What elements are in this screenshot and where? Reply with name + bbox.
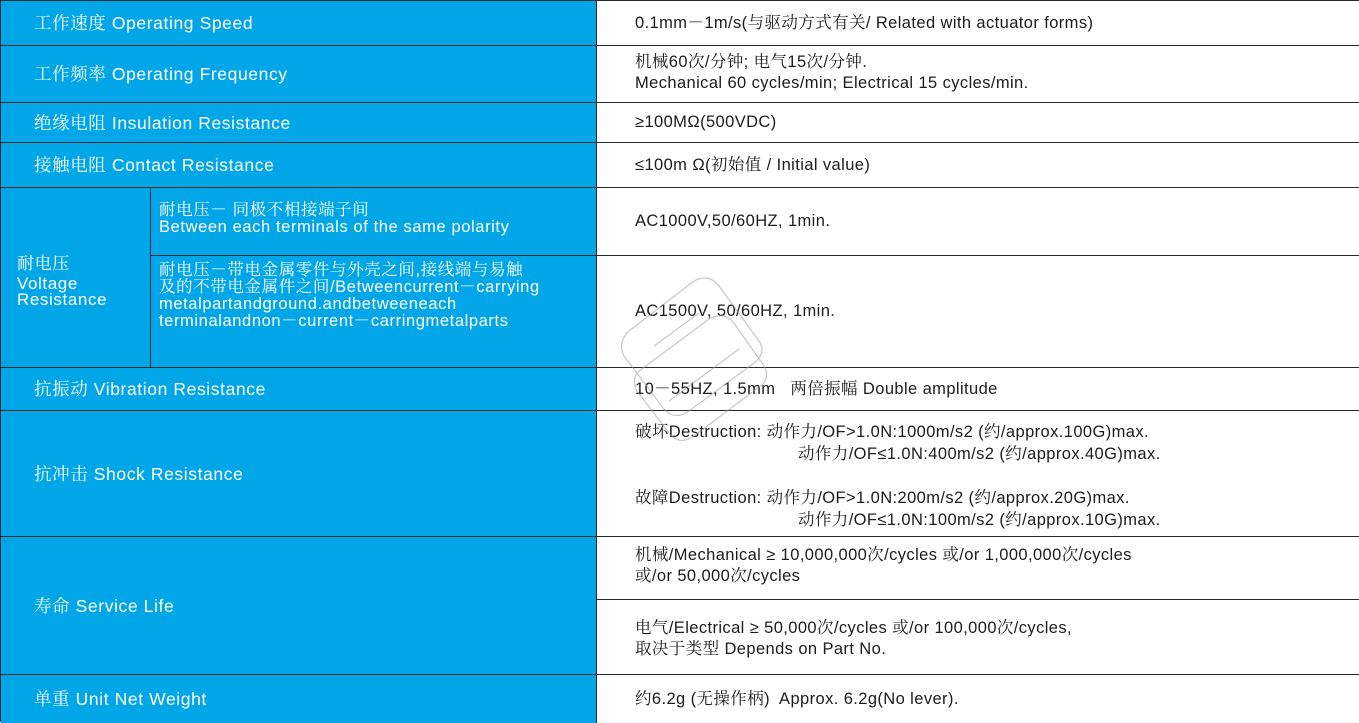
- value-operating-speed: 0.1mm－1m/s(与驱动方式有关/ Related with actuator forms): [597, 1, 1359, 46]
- label-operating-frequency: 工作频率 Operating Frequency: [1, 46, 597, 103]
- voltage-label-cn: 耐电压: [17, 254, 70, 273]
- shock-malfunction-line2: 动作力/OF≤1.0N:100m/s2 (约/approx.10G)max.: [798, 511, 1161, 529]
- voltage-sub2-line2: 及的不带电金属件之间/Betweencurrent－carrying: [159, 278, 540, 296]
- value-voltage-current-carrying: AC1500V, 50/60HZ, 1min.: [597, 256, 1359, 368]
- life-electrical-line2: 取决于类型 Depends on Part No.: [635, 640, 887, 658]
- label-service-life: 寿命 Service Life: [1, 537, 597, 675]
- value-insulation-resistance: ≥100MΩ(500VDC): [597, 103, 1359, 143]
- label-shock-resistance: 抗冲击 Shock Resistance: [1, 411, 597, 537]
- life-electrical-line1: 电气/Electrical ≥ 50,000次/cycles 或/or 100,000次/cycles,: [635, 619, 1073, 637]
- label-insulation-resistance: 绝缘电阻 Insulation Resistance: [1, 103, 597, 143]
- label-voltage-resistance: [1, 188, 151, 368]
- voltage-sub1-label-cn: 耐电压－ 同极不相接端子间: [159, 201, 370, 219]
- life-mechanical-line2: 或/or 50,000次/cycles: [635, 567, 801, 585]
- label-unit-net-weight: 单重 Unit Net Weight: [1, 675, 597, 723]
- label-voltage-current-carrying: [151, 256, 597, 368]
- label-vibration-resistance: 抗振动 Vibration Resistance: [1, 368, 597, 411]
- value-service-life-mechanical: [597, 537, 1359, 600]
- shock-destruction-line2: 动作力/OF≤1.0N:400m/s2 (约/approx.40G)max.: [798, 445, 1161, 463]
- frequency-line-cn: 机械60次/分钟; 电气15次/分钟.: [635, 53, 868, 71]
- value-voltage-same-polarity: AC1000V,50/60HZ, 1min.: [597, 188, 1359, 256]
- voltage-sub2-line1: 耐电压－带电金属零件与外壳之间,接线端与易触: [159, 261, 524, 279]
- label-contact-resistance: 接触电阻 Contact Resistance: [1, 143, 597, 188]
- value-shock-resistance: [597, 411, 1359, 537]
- frequency-line-en: Mechanical 60 cycles/min; Electrical 15 cycles/min.: [635, 74, 1029, 92]
- voltage-sub2-line3: metalpartandground.andbetweeneach: [159, 295, 457, 313]
- label-voltage-same-polarity: [151, 188, 597, 256]
- voltage-label-en2: Resistance: [17, 290, 108, 309]
- voltage-sub1-label-en: Between each terminals of the same polarity: [159, 218, 510, 236]
- label-operating-speed: 工作速度 Operating Speed: [1, 1, 597, 46]
- life-mechanical-line1: 机械/Mechanical ≥ 10,000,000次/cycles 或/or 1,000,000次/cycles: [635, 546, 1132, 564]
- value-contact-resistance: ≤100m Ω(初始值 / Initial value): [597, 143, 1359, 188]
- voltage-label-en1: Voltage: [17, 274, 78, 293]
- value-vibration-resistance: 10－55HZ, 1.5mm 两倍振幅 Double amplitude: [597, 368, 1359, 411]
- shock-destruction-line1: 破坏Destruction: 动作力/OF>1.0N:1000m/s2 (约/approx.100G)max.: [635, 423, 1149, 441]
- value-unit-net-weight: 约6.2g (无操作柄) Approx. 6.2g(No lever).: [597, 675, 1359, 723]
- value-service-life-electrical: [597, 600, 1359, 675]
- shock-malfunction-line1: 故障Destruction: 动作力/OF>1.0N:200m/s2 (约/approx.20G)max.: [635, 489, 1130, 507]
- voltage-sub2-line4: terminalandnon－current－carringmetalparts: [159, 312, 509, 330]
- value-operating-frequency: [597, 46, 1359, 103]
